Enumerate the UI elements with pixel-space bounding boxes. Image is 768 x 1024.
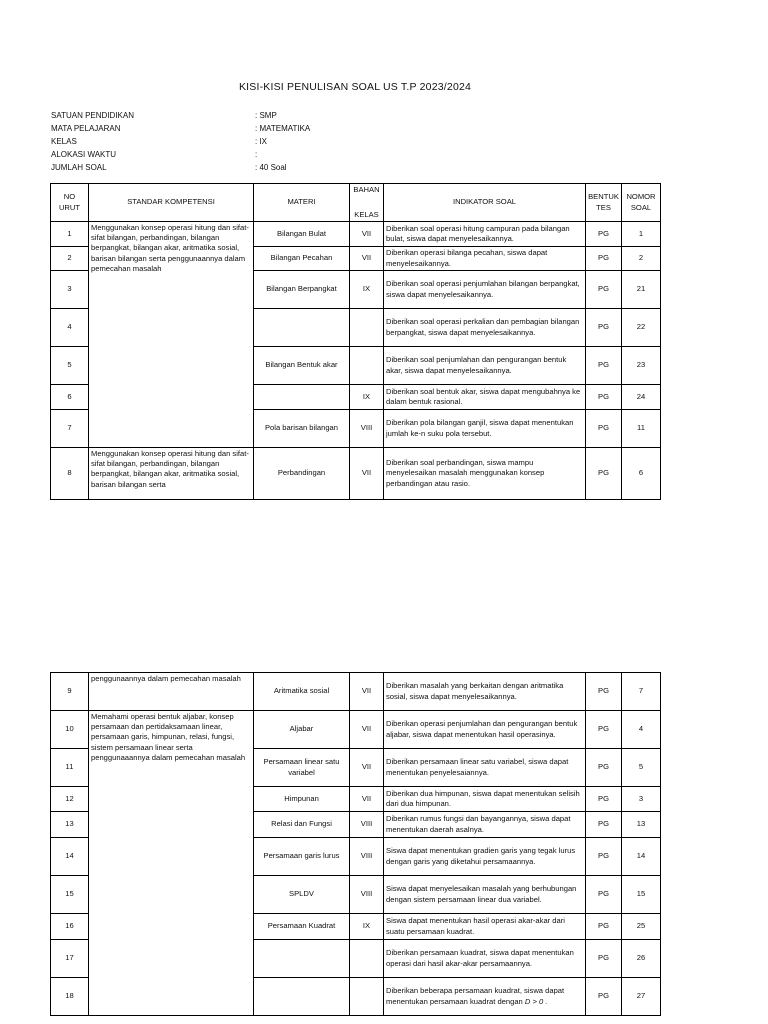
cell-no: 15 [51,876,89,914]
header-bahan: BAHAN [353,184,380,194]
cell-bentuk: PG [586,385,622,410]
cell-materi [254,385,350,410]
cell-bentuk: PG [586,914,622,940]
cell-indikator: Diberikan soal operasi perkalian dan pembagian bilangan berpangkat, siswa dapat menyelesaikannya. [384,309,586,347]
cell-kelas: VIII [350,838,384,876]
cell-nomor: 15 [622,876,661,914]
cell-indikator: Diberikan rumus fungsi dan bayangannya, siswa dapat menentukan daerah asalnya. [384,812,586,838]
cell-indikator: Diberikan persamaan linear satu variabel, siswa dapat menentukan penyelesaiannya. [384,749,586,787]
kisi-kisi-table-page-1 [50,183,661,500]
cell-kelas [350,309,384,347]
cell-no: 5 [51,347,89,385]
meta-value: : IX [255,137,268,146]
cell-bentuk: PG [586,787,622,812]
header-bentuk-tes: BENTUK TES [586,184,622,222]
meta-label: MATA PELAJARAN [51,124,121,133]
cell-materi: Bilangan Berpangkat [254,271,350,309]
cell-kelas [350,347,384,385]
cell-kelas [350,940,384,978]
cell-materi [254,978,350,1016]
cell-bentuk: PG [586,673,622,711]
cell-indikator: Diberikan soal operasi penjumlahan bilangan berpangkat, siswa dapat menyelesaikannya. [384,271,586,309]
table-row [51,711,661,749]
cell-materi: Himpunan [254,787,350,812]
cell-no: 11 [51,749,89,787]
cell-bentuk: PG [586,978,622,1016]
cell-materi: Bilangan Pecahan [254,247,350,271]
cell-nomor: 7 [622,673,661,711]
cell-nomor: 6 [622,448,661,500]
cell-bentuk: PG [586,812,622,838]
cell-no: 8 [51,448,89,500]
cell-no: 3 [51,271,89,309]
cell-no: 14 [51,838,89,876]
cell-bentuk: PG [586,711,622,749]
cell-indikator: Diberikan dua himpunan, siswa dapat menentukan selisih dari dua himpunan. [384,787,586,812]
meta-value: : [255,150,258,159]
header-bahan-kelas [350,184,384,222]
cell-bentuk: PG [586,247,622,271]
cell-kelas: VII [350,749,384,787]
meta-label: JUMLAH SOAL [51,163,107,172]
table-row [51,448,661,500]
cell-materi: SPLDV [254,876,350,914]
cell-indikator [384,978,586,1016]
cell-kelas: IX [350,914,384,940]
cell-indikator: Diberikan soal operasi hitung campuran pada bilangan bulat, siswa dapat menyelesaikannya. [384,222,586,247]
cell-no: 9 [51,673,89,711]
cell-no: 18 [51,978,89,1016]
cell-bentuk: PG [586,876,622,914]
cell-bentuk: PG [586,410,622,448]
cell-nomor: 26 [622,940,661,978]
cell-materi: Aljabar [254,711,350,749]
cell-bentuk: PG [586,838,622,876]
cell-nomor: 21 [622,271,661,309]
meta-value: : SMP [255,111,277,120]
cell-no: 16 [51,914,89,940]
cell-indikator: Diberikan soal penjumlahan dan pengurangan bentuk akar, siswa dapat menyelesaikannya. [384,347,586,385]
cell-nomor: 11 [622,410,661,448]
cell-bentuk: PG [586,222,622,247]
cell-kelas: VII [350,673,384,711]
cell-nomor: 3 [622,787,661,812]
cell-indikator: Siswa dapat menentukan gradien garis yang tegak lurus dengan garis yang diketahui persamaannya. [384,838,586,876]
cell-kelas [350,978,384,1016]
cell-indikator: Diberikan masalah yang berkaitan dengan aritmatika sosial, siswa dapat menyelesaikannya. [384,673,586,711]
cell-materi: Persamaan Kuadrat [254,914,350,940]
cell-indikator: Diberikan operasi bilanga pecahan, siswa dapat menyelesaikannya. [384,247,586,271]
cell-materi: Relasi dan Fungsi [254,812,350,838]
cell-nomor: 27 [622,978,661,1016]
cell-indikator: Siswa dapat menentukan hasil operasi akar-akar dari suatu persamaan kuadrat. [384,914,586,940]
cell-kelas: VIII [350,876,384,914]
header-no-urut: NO URUT [51,184,89,222]
meta-label: ALOKASI WAKTU [51,150,117,159]
cell-nomor: 13 [622,812,661,838]
cell-indikator: Diberikan pola bilangan ganjil, siswa dapat menentukan jumlah ke-n suku pola tersebut. [384,410,586,448]
cell-nomor: 14 [622,838,661,876]
header-materi: MATERI [254,184,350,222]
table-row [51,673,661,711]
cell-kelas: VII [350,222,384,247]
cell-bentuk: PG [586,347,622,385]
document-title: KISI-KISI PENULISAN SOAL US T.P 2023/2024 [238,81,472,93]
cell-materi: Persamaan garis lurus [254,838,350,876]
cell-nomor: 22 [622,309,661,347]
cell-kelas: VIII [350,410,384,448]
cell-no: 7 [51,410,89,448]
cell-materi [254,940,350,978]
cell-bentuk: PG [586,940,622,978]
header-kelas: KELAS [354,210,379,220]
meta-row-satuan [51,109,310,122]
cell-kelas: VII [350,787,384,812]
cell-materi: Perbandingan [254,448,350,500]
cell-no: 13 [51,812,89,838]
meta-row-alokasi [51,148,310,161]
cell-nomor: 2 [622,247,661,271]
cell-bentuk: PG [586,749,622,787]
cell-bentuk: PG [586,448,622,500]
cell-kelas: VII [350,247,384,271]
cell-nomor: 5 [622,749,661,787]
meta-row-jumlah [51,161,310,174]
cell-kelas: VII [350,448,384,500]
cell-materi: Persamaan linear satu variabel [254,749,350,787]
cell-bentuk: PG [586,271,622,309]
cell-kelas: VIII [350,812,384,838]
cell-standar-kompetensi: Menggunakan konsep operasi hitung dan sifat-sifat bilangan, perbandingan, bilangan berpangkat, bilangan akar, aritmatika sosial, barisan bilangan serta penggunaannya dalam pemecahan masalah [89,222,254,448]
cell-materi: Bilangan Bentuk akar [254,347,350,385]
header-standar-kompetensi: STANDAR KOMPETENSI [89,184,254,222]
cell-standar-kompetensi: Menggunakan konsep operasi hitung dan sifat-sifat bilangan, perbandingan, bilangan berpangkat, bilangan akar, aritmatika sosial, barisan bilangan serta [89,448,254,500]
cell-kelas: VII [350,711,384,749]
cell-materi: Pola barisan bilangan [254,410,350,448]
cell-kelas: IX [350,271,384,309]
meta-row-kelas [51,135,310,148]
cell-bentuk: PG [586,309,622,347]
cell-materi: Bilangan Bulat [254,222,350,247]
header-indikator-soal: INDIKATOR SOAL [384,184,586,222]
cell-indikator: Diberikan soal perbandingan, siswa mampu menyelesaikan masalah menggunakan konsep perbandingan atau rasio. [384,448,586,500]
meta-value: : 40 Soal [255,163,287,172]
cell-no: 12 [51,787,89,812]
cell-nomor: 1 [622,222,661,247]
cell-materi [254,309,350,347]
cell-no: 17 [51,940,89,978]
cell-kelas: IX [350,385,384,410]
kisi-kisi-table-page-2 [50,672,661,1016]
cell-standar-kompetensi: penggunaannya dalam pemecahan masalah [89,673,254,711]
indikator-formula: D > 0 . [524,996,548,1006]
meta-value: : MATEMATIKA [255,124,311,133]
indikator-text: Diberikan beberapa persamaan kuadrat, siswa dapat menentukan persamaan kuadrat dengan [386,986,565,1006]
cell-nomor: 23 [622,347,661,385]
table-row [51,222,661,247]
cell-indikator: Diberikan operasi penjumlahan dan pengurangan bentuk aljabar, siswa dapat menentukan hasil operasinya. [384,711,586,749]
header-nomor-soal: NOMOR SOAL [622,184,661,222]
cell-materi: Aritmatika sosial [254,673,350,711]
cell-no: 10 [51,711,89,749]
document-meta [51,109,310,174]
cell-indikator: Diberikan soal bentuk akar, siswa dapat mengubahnya ke dalam bentuk rasional. [384,385,586,410]
meta-label: KELAS [51,137,77,146]
cell-no: 1 [51,222,89,247]
cell-nomor: 4 [622,711,661,749]
table-header-row [51,184,661,222]
cell-indikator: Siswa dapat menyelesaikan masalah yang berhubungan dengan sistem persamaan linear dua variabel. [384,876,586,914]
meta-label: SATUAN PENDIDIKAN [51,111,134,120]
cell-no: 2 [51,247,89,271]
cell-standar-kompetensi: Memahami operasi bentuk aljabar, konsep persamaan dan pertidaksamaan linear, persamaan garis, himpunan, relasi, fungsi, sistem persamaan linear serta penggunaaannya dalam pemecahan masalah [89,711,254,1016]
meta-row-mapel [51,122,310,135]
cell-nomor: 25 [622,914,661,940]
cell-nomor: 24 [622,385,661,410]
cell-no: 6 [51,385,89,410]
cell-indikator: Diberikan persamaan kuadrat, siswa dapat menentukan operasi dari hasil akar-akar persamaannya. [384,940,586,978]
cell-no: 4 [51,309,89,347]
